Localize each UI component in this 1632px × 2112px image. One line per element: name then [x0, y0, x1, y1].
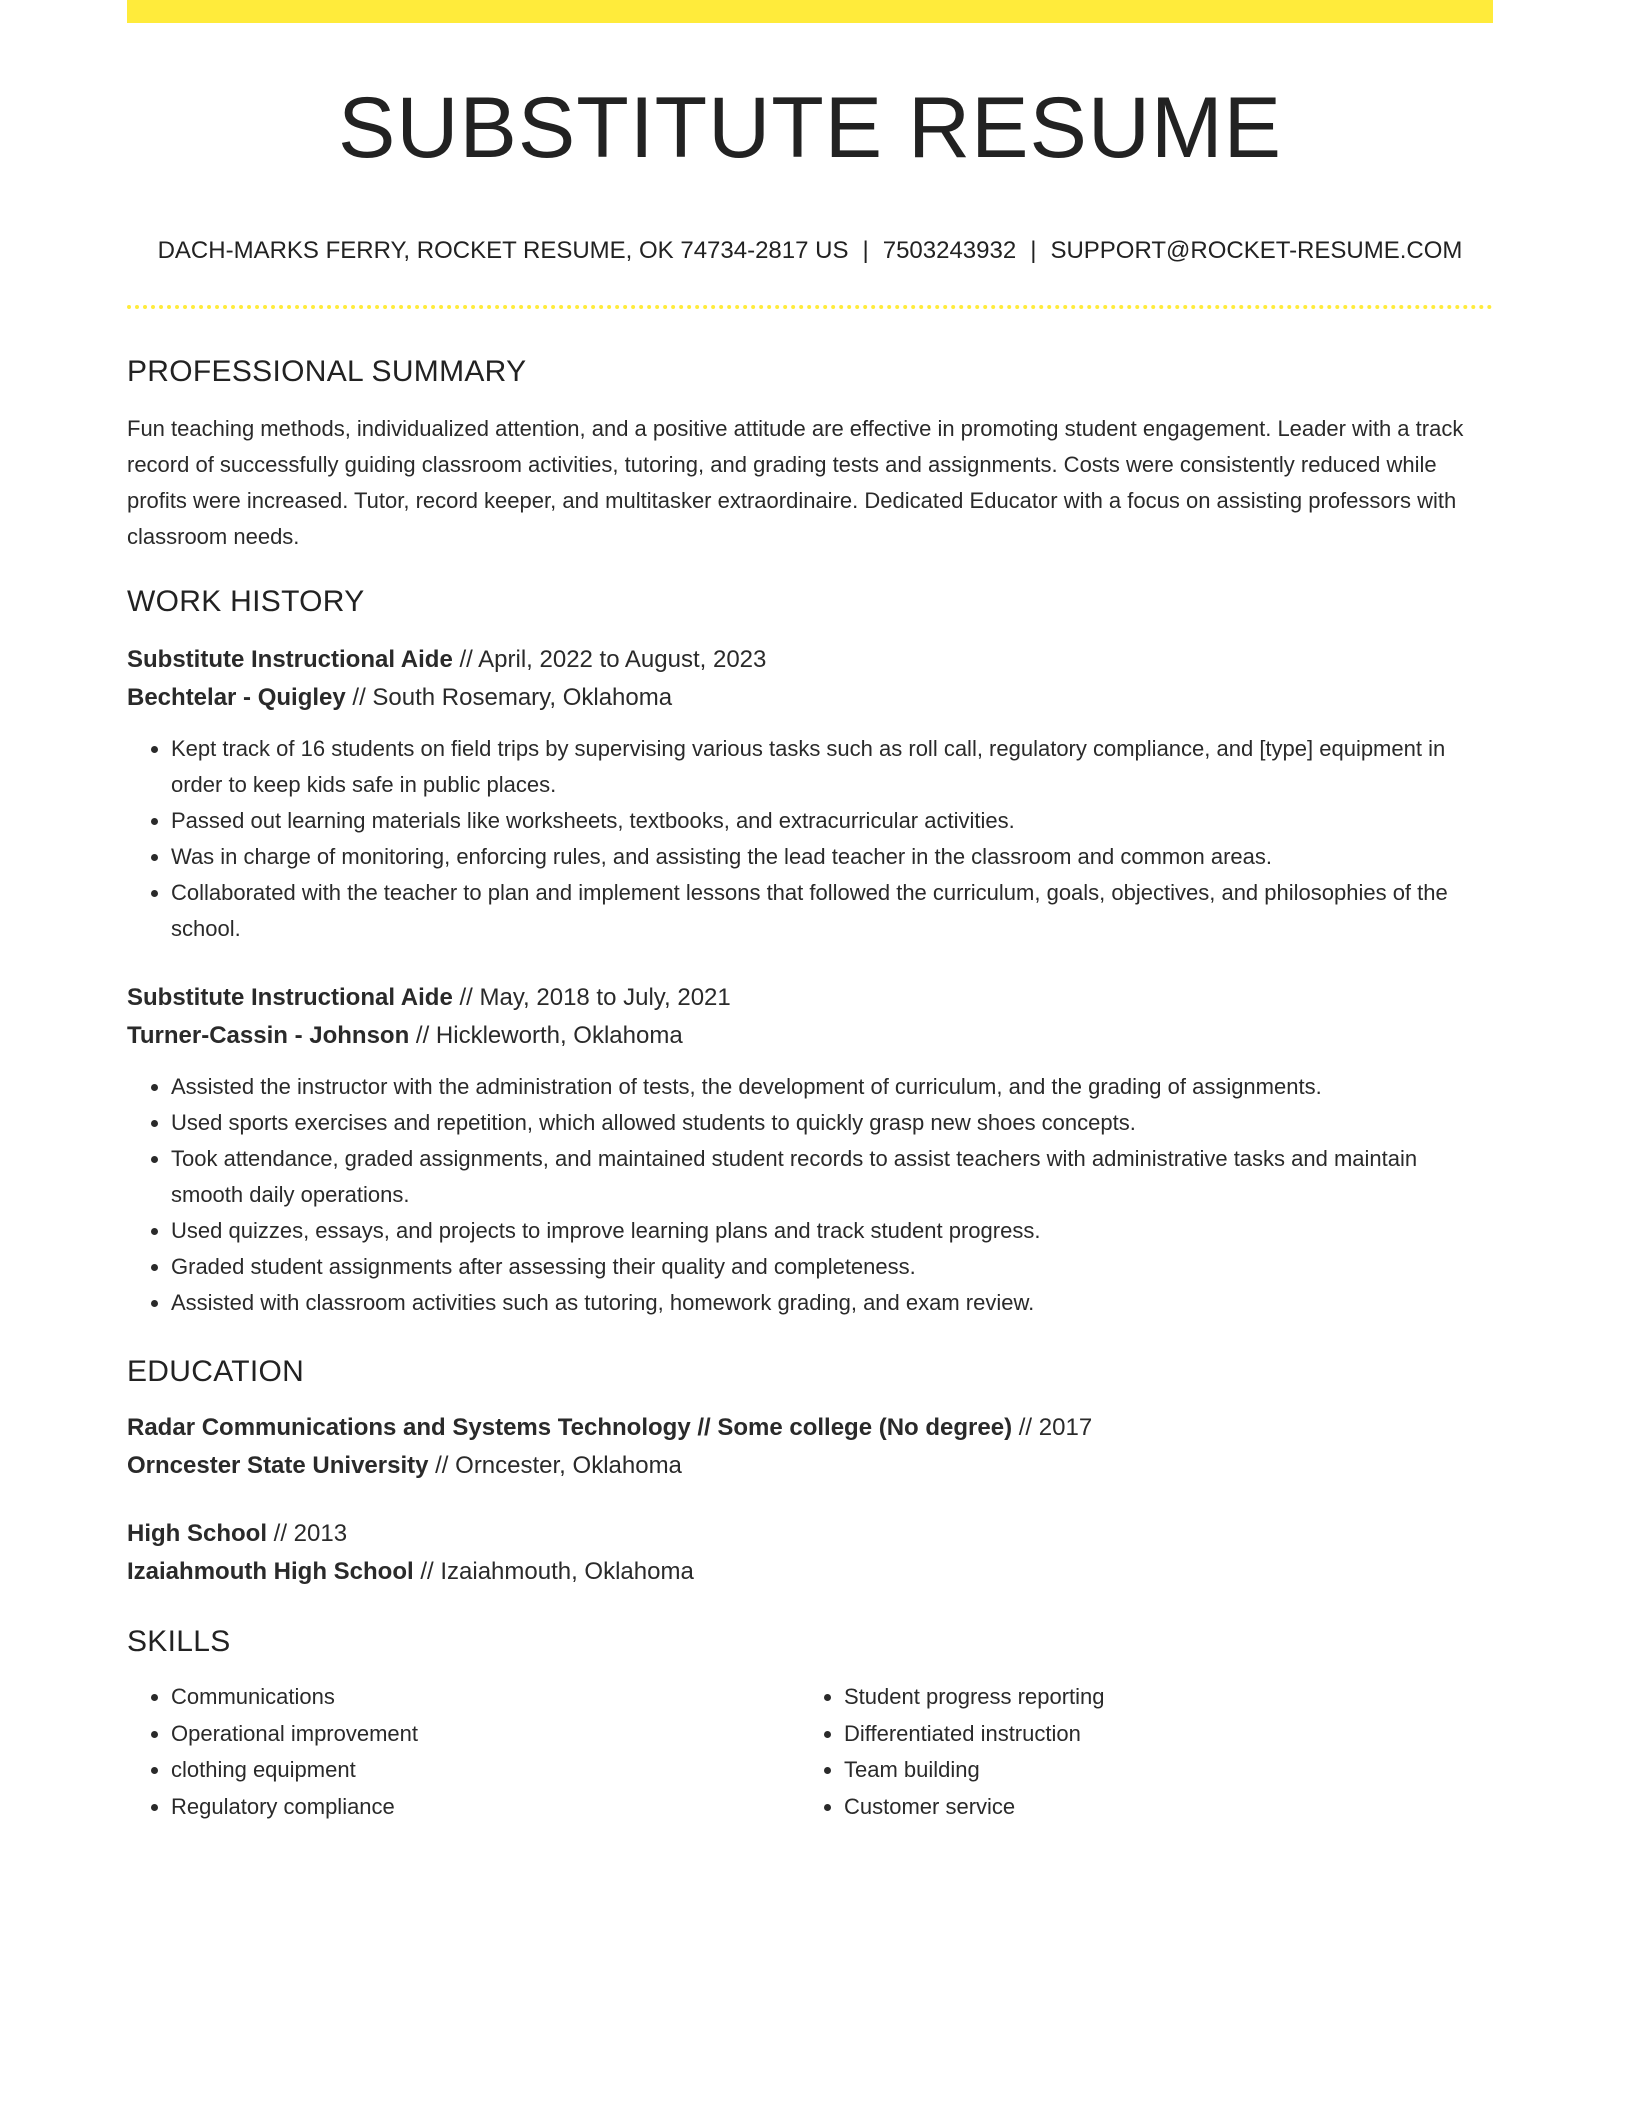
list-item: • Differentiated instruction [844, 1716, 1473, 1753]
job-entry [127, 641, 1493, 947]
summary-text: Fun teaching methods, individualized attention, and a positive attitude are effective in promoting student engagement. Leader with a track record of successfully guiding classroom activities, tutoring, and grading tests and assignments. Costs were consistently reduced while profits were increased. Tutor, record keeper, and multitasker extraordinaire. Dedicated Educator with a focus on assisting professors with classroom needs. [127, 416, 1464, 549]
separator: | [862, 237, 869, 264]
job-title-line [127, 641, 1493, 679]
education-entry [127, 1409, 1493, 1485]
job-company-line [127, 679, 1493, 717]
school-line [127, 1447, 1493, 1485]
list-item: • Took attendance, graded assignments, and maintained student records to assist teachers with administrative tasks and maintain smooth daily operations. [171, 1141, 1493, 1213]
list-item: • Used sports exercises and repetition, which allowed students to quickly grasp new shoes concepts. [171, 1105, 1493, 1141]
contact-line [127, 237, 1493, 265]
job-bullets [127, 731, 1493, 947]
list-item: • clothing equipment [171, 1752, 800, 1789]
school-line [127, 1553, 1493, 1591]
section-heading-work: WORK HISTORY [127, 585, 365, 618]
list-item: • Customer service [844, 1789, 1473, 1826]
list-item: • Used quizzes, essays, and projects to improve learning plans and track student progress. [171, 1213, 1493, 1249]
job-title: Substitute Instructional Aide [127, 984, 453, 1011]
list-item: • Team building [844, 1752, 1473, 1789]
degree-line [127, 1409, 1493, 1447]
company-name: Bechtelar - Quigley [127, 684, 346, 711]
resume-title: SUBSTITUTE RESUME [338, 80, 1282, 176]
school-name: Orncester State University [127, 1452, 429, 1479]
job-company-line [127, 1017, 1493, 1055]
list-item: • Was in charge of monitoring, enforcing rules, and assisting the lead teacher in the classroom and common areas. [171, 839, 1493, 875]
skills-column-right [800, 1679, 1473, 1825]
list-item: • Assisted with classroom activities such as tutoring, homework grading, and exam review. [171, 1285, 1493, 1321]
job-location: // South Rosemary, Oklahoma [352, 684, 673, 711]
skills-list [127, 1679, 1493, 1825]
degree-name: Radar Communications and Systems Technology // Some college (No degree) [127, 1414, 1013, 1441]
list-item: • Collaborated with the teacher to plan and implement lessons that followed the curriculum, goals, objectives, and philosophies of the school. [171, 875, 1493, 947]
list-item: • Regulatory compliance [171, 1789, 800, 1826]
job-dates: // April, 2022 to August, 2023 [459, 646, 767, 673]
list-item: • Student progress reporting [844, 1679, 1473, 1716]
education-entry [127, 1515, 1493, 1591]
job-entry [127, 979, 1493, 1321]
list-item: • Graded student assignments after assessing their quality and completeness. [171, 1249, 1493, 1285]
job-dates: // May, 2018 to July, 2021 [459, 984, 731, 1011]
list-item: • Kept track of 16 students on field trips by supervising various tasks such as roll call, regulatory compliance, and [type] equipment in order to keep kids safe in public places. [171, 731, 1493, 803]
section-heading-skills: SKILLS [127, 1625, 231, 1658]
resume-page [127, 0, 1493, 1825]
skills-column-left [127, 1679, 800, 1825]
list-item: • Assisted the instructor with the administration of tests, the development of curriculum, and the grading of assignments. [171, 1069, 1493, 1105]
company-name: Turner-Cassin - Johnson [127, 1022, 410, 1049]
list-item: • Operational improvement [171, 1716, 800, 1753]
accent-bar [127, 0, 1493, 23]
divider [127, 305, 1493, 309]
job-location: // Hickleworth, Oklahoma [415, 1022, 683, 1049]
degree-year: // 2017 [1018, 1414, 1093, 1441]
degree-name: High School [127, 1520, 267, 1547]
job-title-line [127, 979, 1493, 1017]
school-name: Izaiahmouth High School [127, 1558, 414, 1585]
list-item: • Communications [171, 1679, 800, 1716]
school-location: // Izaiahmouth, Oklahoma [420, 1558, 694, 1585]
job-bullets [127, 1069, 1493, 1321]
separator: | [1030, 237, 1037, 264]
email: SUPPORT@ROCKET-RESUME.COM [1050, 237, 1463, 264]
degree-line [127, 1515, 1493, 1553]
school-location: // Orncester, Oklahoma [435, 1452, 682, 1479]
list-item: • Passed out learning materials like worksheets, textbooks, and extracurricular activities. [171, 803, 1493, 839]
degree-year: // 2013 [273, 1520, 348, 1547]
phone: 7503243932 [882, 237, 1017, 264]
section-heading-summary: PROFESSIONAL SUMMARY [127, 355, 527, 388]
address: DACH-MARKS FERRY, ROCKET RESUME, OK 74734-2817 US [157, 237, 849, 264]
job-title: Substitute Instructional Aide [127, 646, 453, 673]
section-heading-education: EDUCATION [127, 1355, 305, 1388]
